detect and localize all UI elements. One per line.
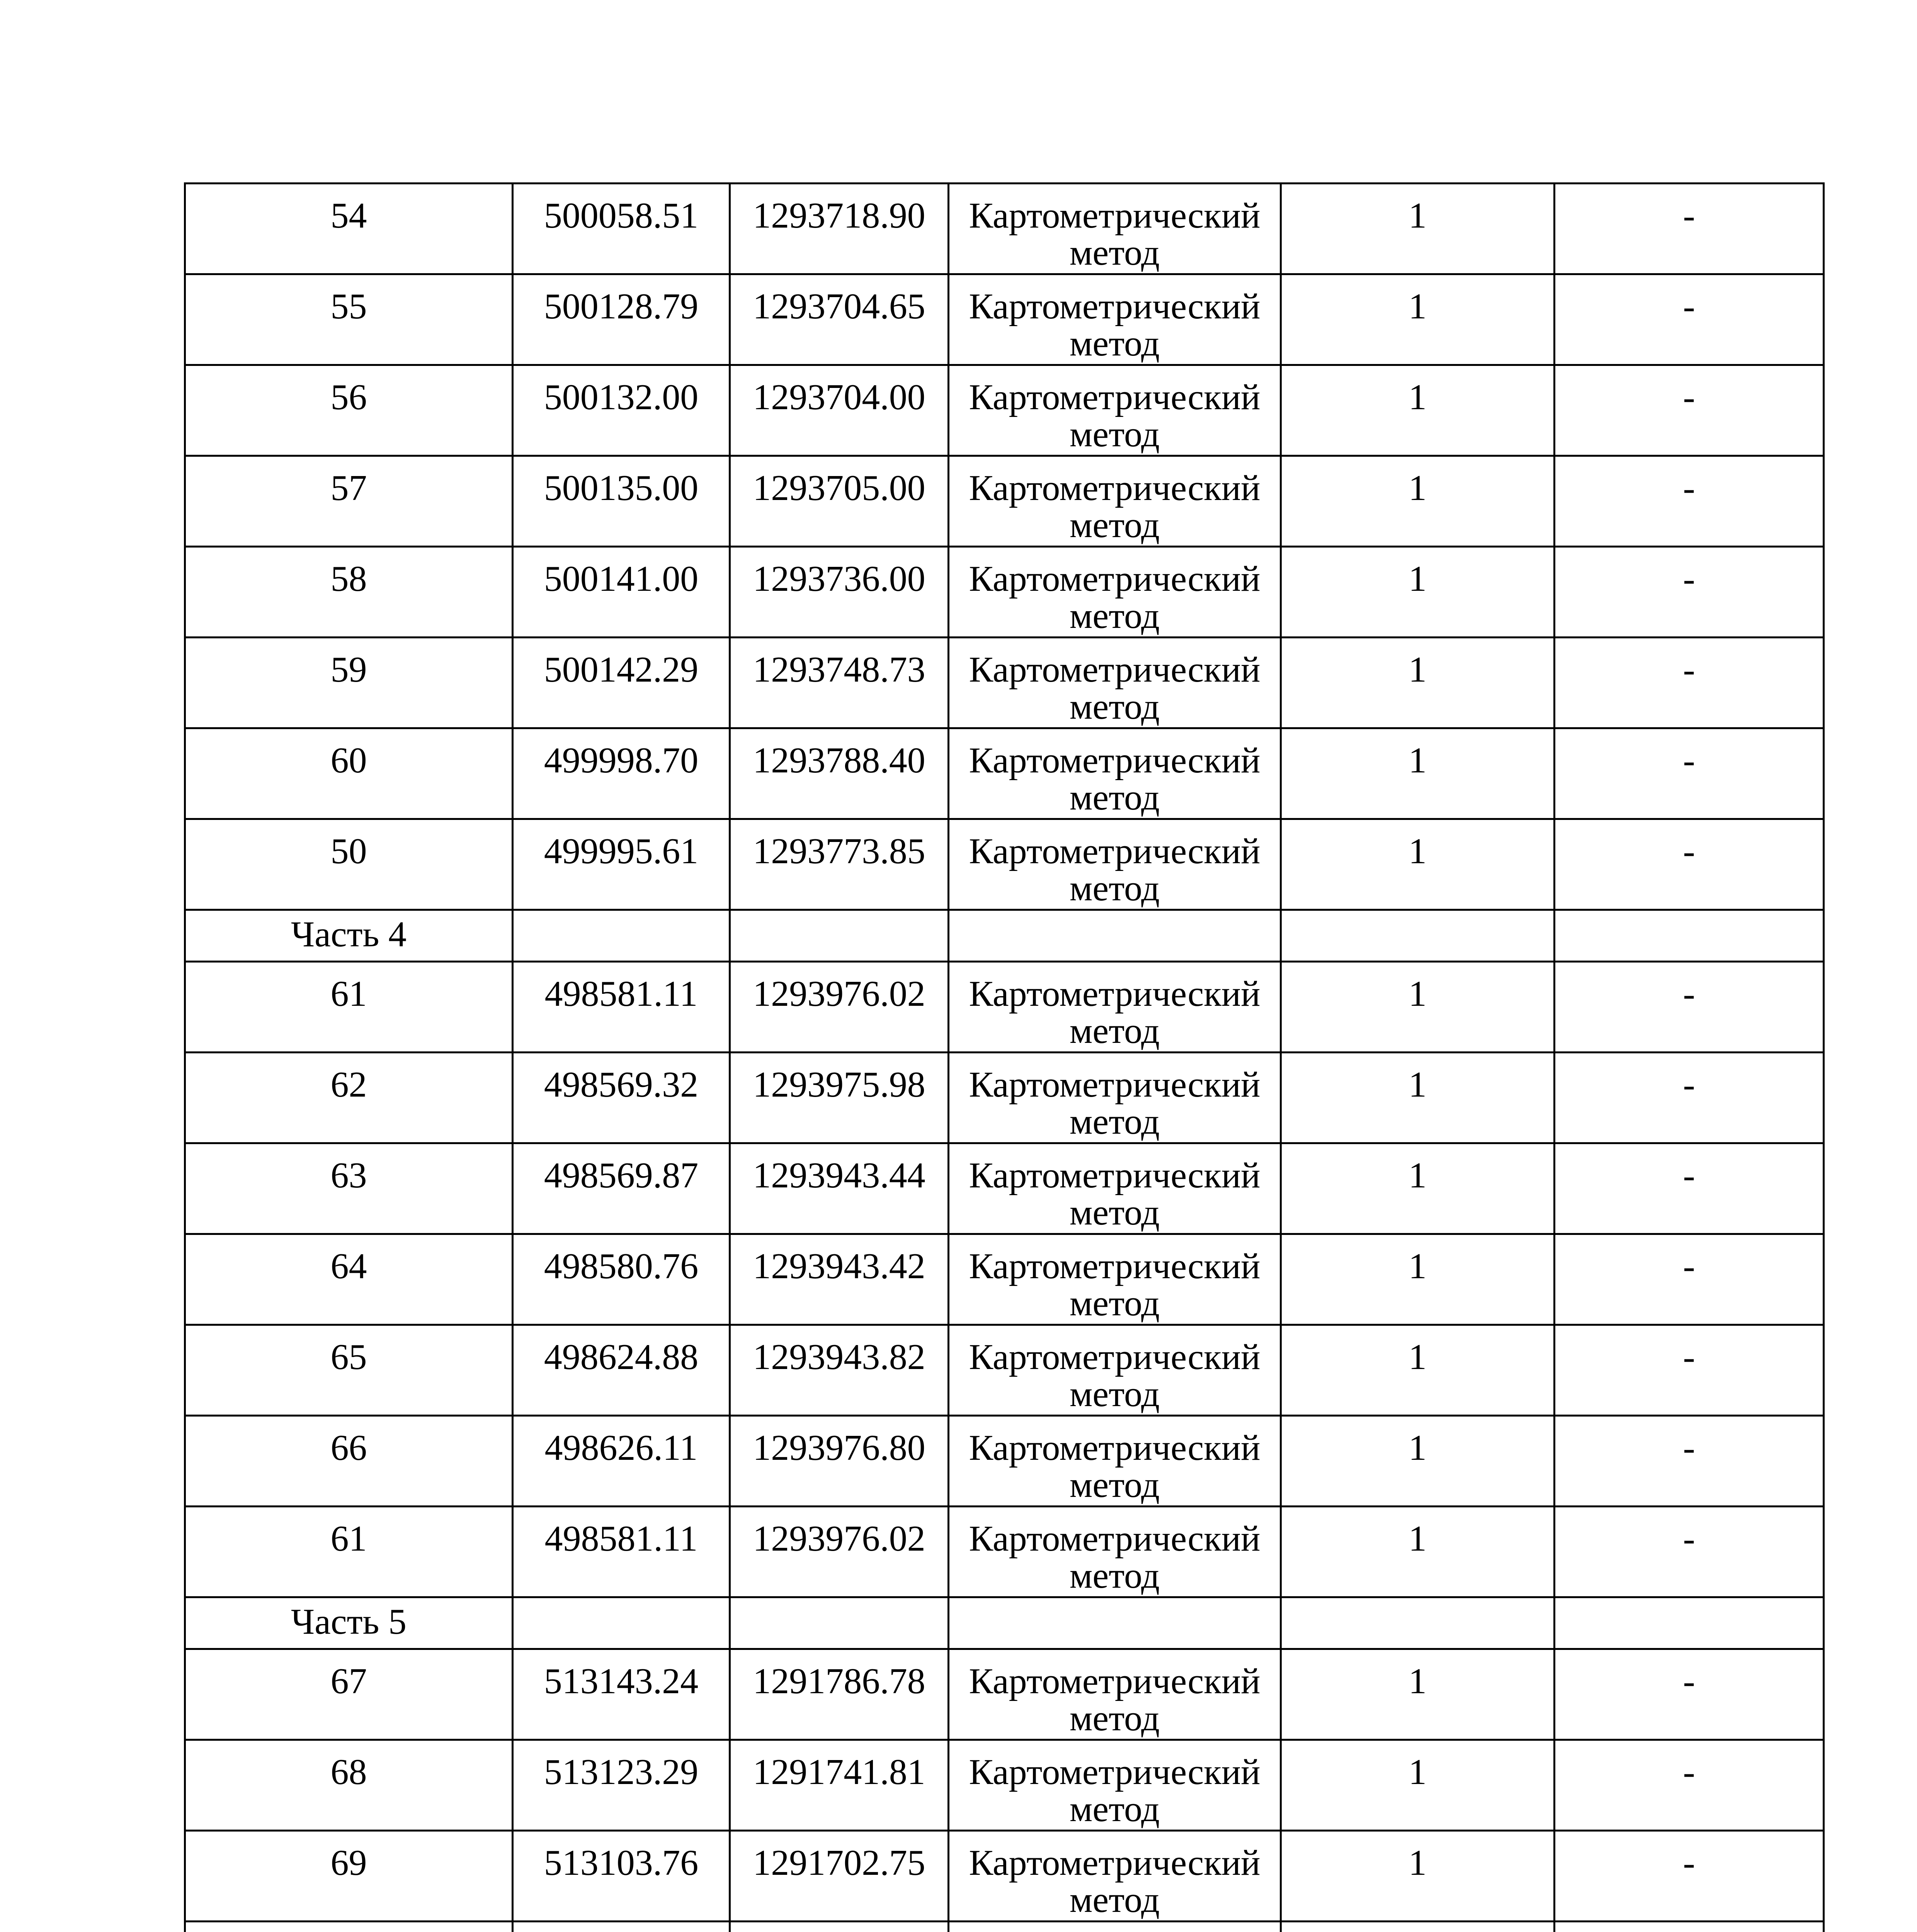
method-cell bbox=[949, 1325, 1281, 1416]
x-coordinate-cell: 498569.87 bbox=[513, 1143, 730, 1234]
accuracy-cell: 1 bbox=[1281, 547, 1555, 638]
method-cell bbox=[949, 1831, 1281, 1922]
description-cell: - bbox=[1555, 1740, 1824, 1831]
description-cell: - bbox=[1555, 365, 1824, 456]
description-cell: - bbox=[1555, 1831, 1824, 1922]
x-coordinate-cell: 500128.79 bbox=[513, 274, 730, 365]
accuracy-cell: 1 bbox=[1281, 962, 1555, 1053]
method-line-2: метод bbox=[1069, 1011, 1160, 1051]
x-coordinate-cell: 498624.88 bbox=[513, 1325, 730, 1416]
description-cell: - bbox=[1555, 1507, 1824, 1597]
method-line-2: метод bbox=[1069, 1556, 1160, 1596]
x-coordinate-cell: 499998.70 bbox=[513, 728, 730, 819]
x-coordinate-cell: 498626.11 bbox=[513, 1416, 730, 1507]
empty-cell bbox=[1281, 1597, 1555, 1649]
point-number-cell: 62 bbox=[185, 1053, 513, 1143]
method-line-2: метод bbox=[1069, 687, 1160, 727]
y-coordinate-cell: 1293705.00 bbox=[730, 456, 949, 547]
description-cell bbox=[1555, 1922, 1824, 1932]
method-cell bbox=[949, 1416, 1281, 1507]
method-line-2: метод bbox=[1069, 1789, 1160, 1829]
method-line-1: Картометрический bbox=[969, 377, 1260, 417]
table-row bbox=[185, 819, 1824, 910]
method-line-2: метод bbox=[1069, 323, 1160, 364]
description-cell: - bbox=[1555, 184, 1824, 274]
x-coordinate-cell bbox=[513, 1922, 730, 1932]
accuracy-cell: 1 bbox=[1281, 274, 1555, 365]
method-line-1: Картометрический bbox=[969, 740, 1260, 781]
point-number-cell bbox=[185, 1922, 513, 1932]
method-line-1: Картометрический bbox=[969, 196, 1260, 236]
accuracy-cell: 1 bbox=[1281, 1649, 1555, 1740]
method-line-1: Картометрический bbox=[969, 1246, 1260, 1286]
method-line-2: метод bbox=[1069, 777, 1160, 818]
x-coordinate-cell: 500142.29 bbox=[513, 638, 730, 728]
description-cell: - bbox=[1555, 1325, 1824, 1416]
description-cell: - bbox=[1555, 638, 1824, 728]
x-coordinate-cell: 498580.76 bbox=[513, 1234, 730, 1325]
accuracy-cell: 1 bbox=[1281, 1740, 1555, 1831]
point-number-cell: 61 bbox=[185, 962, 513, 1053]
table-row bbox=[185, 547, 1824, 638]
x-coordinate-cell: 513103.76 bbox=[513, 1831, 730, 1922]
point-number-cell: 61 bbox=[185, 1507, 513, 1597]
empty-cell bbox=[949, 910, 1281, 962]
accuracy-cell bbox=[1281, 1922, 1555, 1932]
method-line-1: Картометрический bbox=[969, 650, 1260, 690]
accuracy-cell: 1 bbox=[1281, 1325, 1555, 1416]
point-number-cell: 63 bbox=[185, 1143, 513, 1234]
x-coordinate-cell: 500058.51 bbox=[513, 184, 730, 274]
method-line-1: Картометрический bbox=[969, 1337, 1260, 1377]
empty-cell bbox=[513, 1597, 730, 1649]
method-line-2: метод bbox=[1069, 596, 1160, 636]
section-label: Часть 4 bbox=[185, 910, 513, 962]
accuracy-cell: 1 bbox=[1281, 365, 1555, 456]
coordinates-table-body bbox=[185, 184, 1824, 1932]
table-row bbox=[185, 1740, 1824, 1831]
y-coordinate-cell bbox=[730, 1922, 949, 1932]
method-line-2: метод bbox=[1069, 414, 1160, 454]
y-coordinate-cell: 1293773.85 bbox=[730, 819, 949, 910]
empty-cell bbox=[1555, 910, 1824, 962]
coordinates-table bbox=[184, 182, 1825, 1932]
method-cell bbox=[949, 962, 1281, 1053]
method-cell bbox=[949, 1740, 1281, 1831]
x-coordinate-cell: 500135.00 bbox=[513, 456, 730, 547]
table-row bbox=[185, 728, 1824, 819]
description-cell: - bbox=[1555, 1416, 1824, 1507]
description-cell: - bbox=[1555, 962, 1824, 1053]
method-line-1: Картометрический bbox=[969, 831, 1260, 871]
description-cell: - bbox=[1555, 1649, 1824, 1740]
method-cell bbox=[949, 1143, 1281, 1234]
point-number-cell: 60 bbox=[185, 728, 513, 819]
description-cell: - bbox=[1555, 1053, 1824, 1143]
description-cell: - bbox=[1555, 819, 1824, 910]
point-number-cell: 54 bbox=[185, 184, 513, 274]
point-number-cell: 58 bbox=[185, 547, 513, 638]
method-cell bbox=[949, 1649, 1281, 1740]
method-line-1: Картометрический bbox=[969, 559, 1260, 599]
table-row bbox=[185, 1507, 1824, 1597]
x-coordinate-cell: 500132.00 bbox=[513, 365, 730, 456]
method-line-1: Картометрический bbox=[969, 1752, 1260, 1792]
table-row bbox=[185, 1143, 1824, 1234]
y-coordinate-cell: 1293736.00 bbox=[730, 547, 949, 638]
method-cell bbox=[949, 184, 1281, 274]
method-line-2: метод bbox=[1069, 868, 1160, 908]
accuracy-cell: 1 bbox=[1281, 1234, 1555, 1325]
method-line-1: Картометрический bbox=[969, 1843, 1260, 1883]
empty-cell bbox=[949, 1597, 1281, 1649]
method-cell bbox=[949, 365, 1281, 456]
accuracy-cell: 1 bbox=[1281, 1143, 1555, 1234]
x-coordinate-cell: 500141.00 bbox=[513, 547, 730, 638]
y-coordinate-cell: 1291786.78 bbox=[730, 1649, 949, 1740]
y-coordinate-cell: 1293748.73 bbox=[730, 638, 949, 728]
method-line-1: Картометрический bbox=[969, 1428, 1260, 1468]
table-row bbox=[185, 1053, 1824, 1143]
method-cell bbox=[949, 819, 1281, 910]
method-line-2: метод bbox=[1069, 1283, 1160, 1323]
y-coordinate-cell: 1291702.75 bbox=[730, 1831, 949, 1922]
method-line-2: метод bbox=[1069, 505, 1160, 545]
empty-cell bbox=[1281, 910, 1555, 962]
method-line-1: Картометрический bbox=[969, 1519, 1260, 1559]
section-row bbox=[185, 910, 1824, 962]
section-row bbox=[185, 1597, 1824, 1649]
y-coordinate-cell: 1293976.02 bbox=[730, 1507, 949, 1597]
accuracy-cell: 1 bbox=[1281, 1416, 1555, 1507]
y-coordinate-cell: 1293943.42 bbox=[730, 1234, 949, 1325]
description-cell: - bbox=[1555, 728, 1824, 819]
method-line-2: метод bbox=[1069, 1374, 1160, 1414]
point-number-cell: 64 bbox=[185, 1234, 513, 1325]
y-coordinate-cell: 1293718.90 bbox=[730, 184, 949, 274]
method-cell bbox=[949, 1053, 1281, 1143]
method-cell bbox=[949, 1922, 1281, 1932]
accuracy-cell: 1 bbox=[1281, 1831, 1555, 1922]
x-coordinate-cell: 513143.24 bbox=[513, 1649, 730, 1740]
method-line-2: метод bbox=[1069, 1102, 1160, 1142]
point-number-cell: 59 bbox=[185, 638, 513, 728]
description-cell: - bbox=[1555, 274, 1824, 365]
y-coordinate-cell: 1293943.44 bbox=[730, 1143, 949, 1234]
method-line-2: метод bbox=[1069, 1192, 1160, 1233]
point-number-cell: 50 bbox=[185, 819, 513, 910]
table-row bbox=[185, 1325, 1824, 1416]
method-cell bbox=[949, 728, 1281, 819]
table-row bbox=[185, 1649, 1824, 1740]
accuracy-cell: 1 bbox=[1281, 1053, 1555, 1143]
point-number-cell: 69 bbox=[185, 1831, 513, 1922]
method-line-1: Картометрический bbox=[969, 286, 1260, 327]
point-number-cell: 55 bbox=[185, 274, 513, 365]
empty-cell bbox=[730, 1597, 949, 1649]
table-row bbox=[185, 365, 1824, 456]
accuracy-cell: 1 bbox=[1281, 728, 1555, 819]
description-cell: - bbox=[1555, 456, 1824, 547]
accuracy-cell: 1 bbox=[1281, 638, 1555, 728]
point-number-cell: 66 bbox=[185, 1416, 513, 1507]
method-line-2: метод bbox=[1069, 1465, 1160, 1505]
point-number-cell: 68 bbox=[185, 1740, 513, 1831]
point-number-cell: 65 bbox=[185, 1325, 513, 1416]
empty-cell bbox=[730, 910, 949, 962]
y-coordinate-cell: 1291741.81 bbox=[730, 1740, 949, 1831]
x-coordinate-cell: 499995.61 bbox=[513, 819, 730, 910]
x-coordinate-cell: 498569.32 bbox=[513, 1053, 730, 1143]
method-line-1: Картометрический bbox=[969, 1661, 1260, 1701]
table-row bbox=[185, 1234, 1824, 1325]
method-line-1: Картометрический bbox=[969, 1155, 1260, 1196]
method-line-1: Картометрический bbox=[969, 468, 1260, 508]
method-line-2: метод bbox=[1069, 1880, 1160, 1920]
method-cell bbox=[949, 456, 1281, 547]
empty-cell bbox=[1555, 1597, 1824, 1649]
description-cell: - bbox=[1555, 547, 1824, 638]
method-line-1: Картометрический bbox=[969, 1065, 1260, 1105]
method-line-2: метод bbox=[1069, 1698, 1160, 1738]
table-row bbox=[185, 1831, 1824, 1922]
y-coordinate-cell: 1293704.65 bbox=[730, 274, 949, 365]
method-line-1: Картометрический bbox=[969, 974, 1260, 1014]
table-row bbox=[185, 638, 1824, 728]
point-number-cell: 67 bbox=[185, 1649, 513, 1740]
y-coordinate-cell: 1293943.82 bbox=[730, 1325, 949, 1416]
table-row bbox=[185, 274, 1824, 365]
table-row bbox=[185, 456, 1824, 547]
empty-cell bbox=[513, 910, 730, 962]
method-cell bbox=[949, 1234, 1281, 1325]
table-row bbox=[185, 962, 1824, 1053]
table-row bbox=[185, 184, 1824, 274]
method-cell bbox=[949, 274, 1281, 365]
point-number-cell: 57 bbox=[185, 456, 513, 547]
x-coordinate-cell: 498581.11 bbox=[513, 1507, 730, 1597]
section-label: Часть 5 bbox=[185, 1597, 513, 1649]
description-cell: - bbox=[1555, 1143, 1824, 1234]
description-cell: - bbox=[1555, 1234, 1824, 1325]
accuracy-cell: 1 bbox=[1281, 184, 1555, 274]
accuracy-cell: 1 bbox=[1281, 1507, 1555, 1597]
y-coordinate-cell: 1293976.02 bbox=[730, 962, 949, 1053]
y-coordinate-cell: 1293704.00 bbox=[730, 365, 949, 456]
method-cell bbox=[949, 1507, 1281, 1597]
table-row bbox=[185, 1416, 1824, 1507]
x-coordinate-cell: 498581.11 bbox=[513, 962, 730, 1053]
method-cell bbox=[949, 638, 1281, 728]
accuracy-cell: 1 bbox=[1281, 456, 1555, 547]
y-coordinate-cell: 1293976.80 bbox=[730, 1416, 949, 1507]
y-coordinate-cell: 1293788.40 bbox=[730, 728, 949, 819]
y-coordinate-cell: 1293975.98 bbox=[730, 1053, 949, 1143]
method-cell bbox=[949, 547, 1281, 638]
x-coordinate-cell: 513123.29 bbox=[513, 1740, 730, 1831]
accuracy-cell: 1 bbox=[1281, 819, 1555, 910]
method-line-2: метод bbox=[1069, 233, 1160, 273]
point-number-cell: 56 bbox=[185, 365, 513, 456]
table-row bbox=[185, 1922, 1824, 1932]
